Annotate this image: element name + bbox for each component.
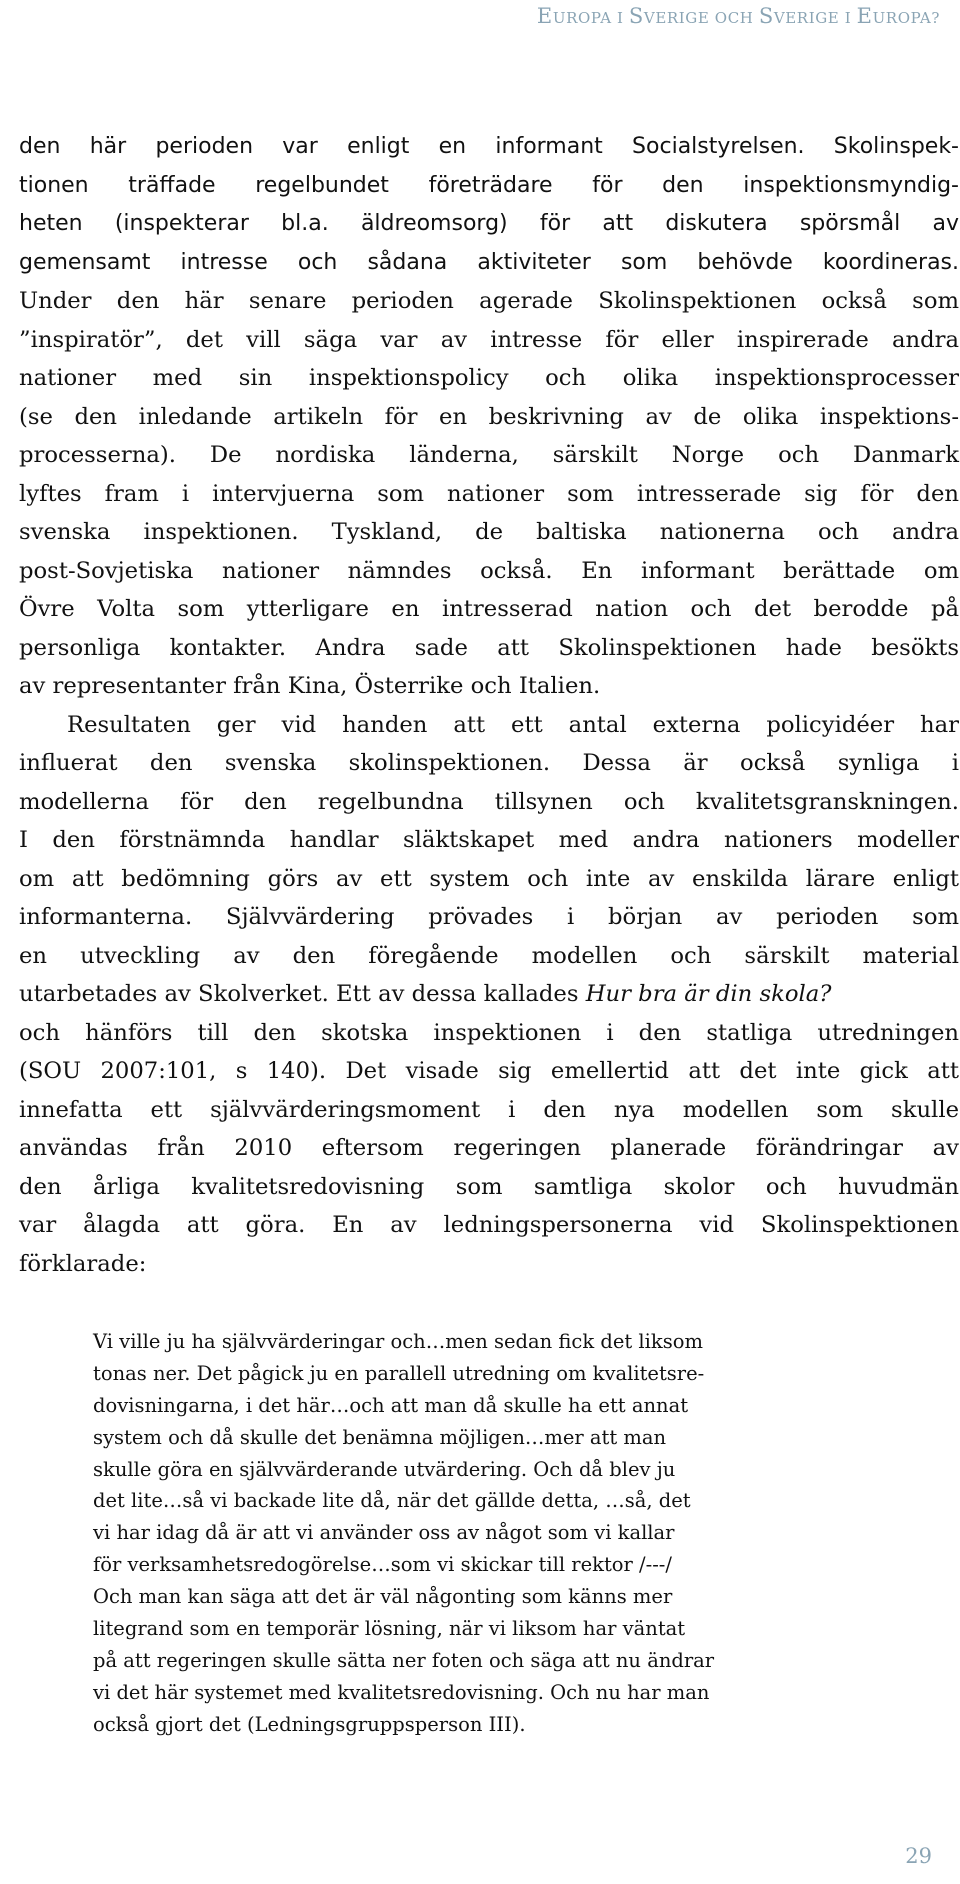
body-line: processerna). De nordiska länderna, särskilt Norge och Danmark [19,442,959,468]
body-line: heten (inspekterar bl.a. äldreomsorg) för att diskutera spörsmål av [19,211,959,236]
body-line: I den förstnämnda handlar släktskapet med andra nationers modeller [19,827,959,853]
body-line: post-Sovjetiska nationer nämndes också. En informant berättade om [19,557,959,584]
quote-line: det lite…så vi backade lite då, när det gällde detta, …så, det [93,1489,691,1513]
paragraph-first-line: Resultaten ger vid handen att ett antal externa policyidéer har [67,711,959,738]
running-head: EUROPA I SVERIGE OCH SVERIGE I EUROPA? [536,4,940,28]
body-line: av representanter från Kina, Österrike och Italien. [19,673,601,699]
quote-line: Och man kan säga att det är väl någonting som känns mer [93,1585,673,1609]
body-line: den här perioden var enligt en informant Socialstyrelsen. Skolinspek- [19,134,959,159]
quote-line: vi har idag då är att vi använder oss av något som vi kallar [93,1521,675,1545]
body-line: lyftes fram i intervjuerna som nationer som intresserade sig för den [19,480,959,507]
quote-line: skulle göra en självvärderande utvärdering. Och då blev ju [93,1457,676,1481]
body-line: svenska inspektionen. Tyskland, de baltiska nationerna och andra [19,519,959,545]
body-line: ”inspiratör”, det vill säga var av intresse för eller inspirerade andra [19,326,959,353]
body-text-fragment: utarbetades av Skolverket. Ett av dessa kallades [19,981,586,1007]
body-line: gemensamt intresse och sådana aktiviteter som behövde koordineras. [19,249,959,275]
quote-line: system och då skulle det benämna möjligen…mer att man [93,1425,667,1449]
body-line: innefatta ett självvärderingsmoment i den nya modellen som skulle [19,1096,959,1123]
body-text [19,128,959,1283]
body-line: Under den här senare perioden agerade Skolinspektionen också som [19,288,959,314]
quote-line: litegrand som en temporär lösning, när vi liksom har väntat [93,1617,686,1641]
body-line: influerat den svenska skolinspektionen. Dessa är också synliga i [19,750,959,776]
page-number: 29 [905,1844,932,1868]
quote-line: Vi ville ju ha självvärderingar och…men sedan fick det liksom [93,1330,703,1353]
body-line: den årliga kvalitetsredovisning som samtliga skolor och huvudmän [19,1173,959,1200]
body-line: informanterna. Självvärdering prövades i början av perioden som [19,904,959,930]
quote-line: också gjort det (Ledningsgruppsperson III). [93,1712,526,1736]
body-line: (se den inledande artikeln för en beskrivning av de olika inspektions- [19,403,959,430]
body-line: var ålagda att göra. En av ledningspersonerna vid Skolinspektionen [19,1212,959,1238]
quote-line: för verksamhetsredogörelse…som vi skickar till rektor /---/ [93,1553,672,1577]
body-line: en utveckling av den föregående modellen och särskilt material [19,942,959,969]
body-line: och hänförs till den skotska inspektionen i den statliga utredningen [19,1019,959,1046]
body-line: (SOU 2007:101, s 140). Det visade sig emellertid att det inte gick att [19,1058,959,1084]
body-line: Övre Volta som ytterligare en intresserad nation och det berodde på [19,596,959,622]
body-line: nationer med sin inspektionspolicy och olika inspektionsprocesser [19,365,959,391]
body-line-with-title [19,975,959,1014]
italic-title: Hur bra är din skola? [585,981,832,1007]
body-line: personliga kontakter. Andra sade att Skolinspektionen hade besökts [19,634,959,661]
quote-line: tonas ner. Det pågick ju en parallell utredning om kvalitetsre- [93,1361,705,1385]
quote-line: dovisningarna, i det här…och att man då skulle ha ett annat [93,1393,689,1417]
body-line: modellerna för den regelbundna tillsynen och kvalitetsgranskningen. [19,788,959,815]
body-line: användas från 2010 eftersom regeringen planerade förändringar av [19,1135,959,1161]
body-line: om att bedömning görs av ett system och inte av enskilda lärare enligt [19,865,959,892]
body-line: förklarade: [19,1250,147,1277]
block-quote [93,1326,882,1741]
quote-line: på att regeringen skulle sätta ner foten och säga att nu ändrar [93,1648,715,1672]
body-line: tionen träffade regelbundet företrädare för den inspektionsmyndig- [19,172,959,198]
quote-line: vi det här systemet med kvalitetsredovisning. Och nu har man [93,1680,710,1704]
